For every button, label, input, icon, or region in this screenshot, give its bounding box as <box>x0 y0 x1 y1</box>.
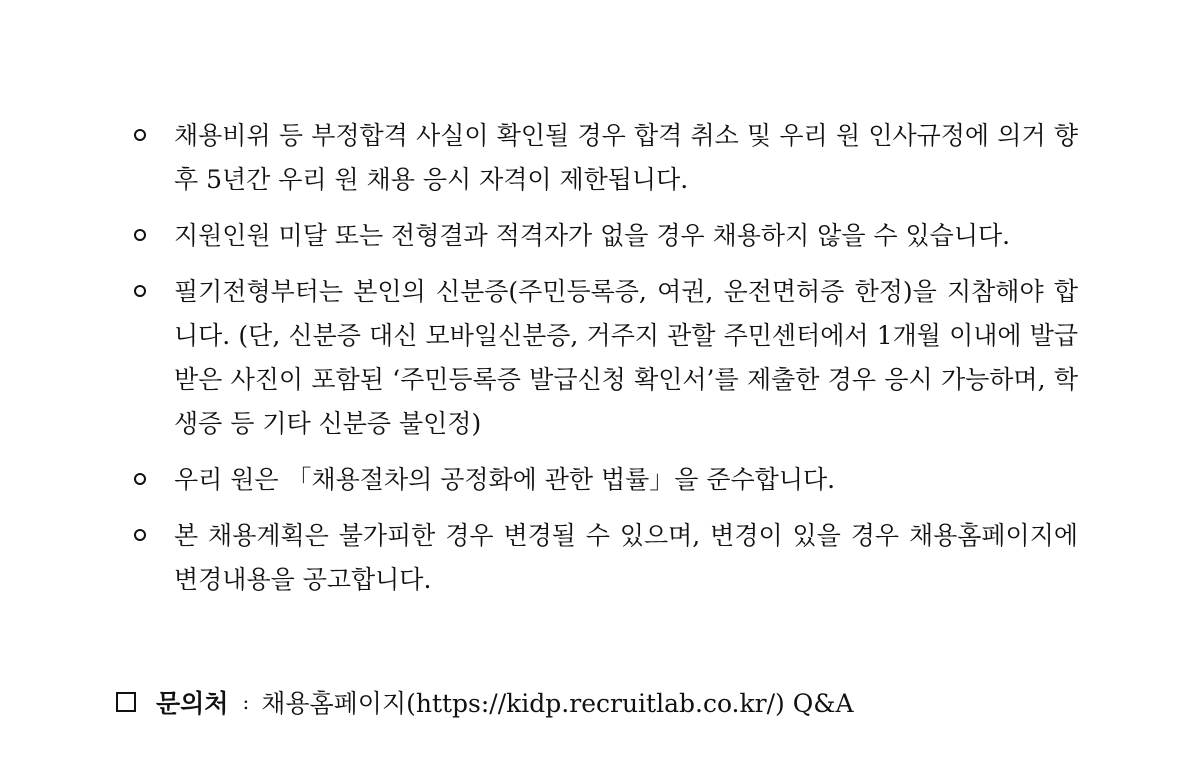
square-bullet-icon <box>116 692 136 712</box>
notice-list <box>128 114 1078 614</box>
circle-bullet-icon <box>134 129 146 141</box>
circle-bullet-icon <box>134 285 146 297</box>
circle-bullet-icon <box>134 229 146 241</box>
contact-line <box>116 680 854 724</box>
notice-item <box>128 270 1078 446</box>
notice-item <box>128 458 1078 502</box>
notice-item <box>128 514 1078 602</box>
contact-value: 채용홈페이지(https://kidp.recruitlab.co.kr/) Q&A <box>261 689 854 718</box>
circle-bullet-icon <box>134 529 146 541</box>
contact-separator: : <box>242 690 250 714</box>
notice-text: 필기전형부터는 본인의 신분증(주민등록증, 여권, 운전면허증 한정)을 지참해야 합니다. (단, 신분증 대신 모바일신분증, 거주지 관할 주민센터에서 1개월 이내에 발급받은 사진이 포함된 ‘주민등록증 발급신청 확인서’를 제출한 경우 응시 가능하며, 학생증 등 기타 신분증 불인정) <box>174 277 1078 438</box>
contact-label: 문의처 <box>156 689 229 718</box>
notice-text: 지원인원 미달 또는 전형결과 적격자가 없을 경우 채용하지 않을 수 있습니다. <box>174 221 1011 250</box>
notice-text: 우리 원은 「채용절차의 공정화에 관한 법률」을 준수합니다. <box>174 465 836 494</box>
circle-bullet-icon <box>134 473 146 485</box>
notice-text: 채용비위 등 부정합격 사실이 확인될 경우 합격 취소 및 우리 원 인사규정에 의거 향후 5년간 우리 원 채용 응시 자격이 제한됩니다. <box>174 121 1078 194</box>
notice-item <box>128 214 1078 258</box>
notice-text: 본 채용계획은 불가피한 경우 변경될 수 있으며, 변경이 있을 경우 채용홈페이지에 변경내용을 공고합니다. <box>174 521 1078 594</box>
notice-item <box>128 114 1078 202</box>
